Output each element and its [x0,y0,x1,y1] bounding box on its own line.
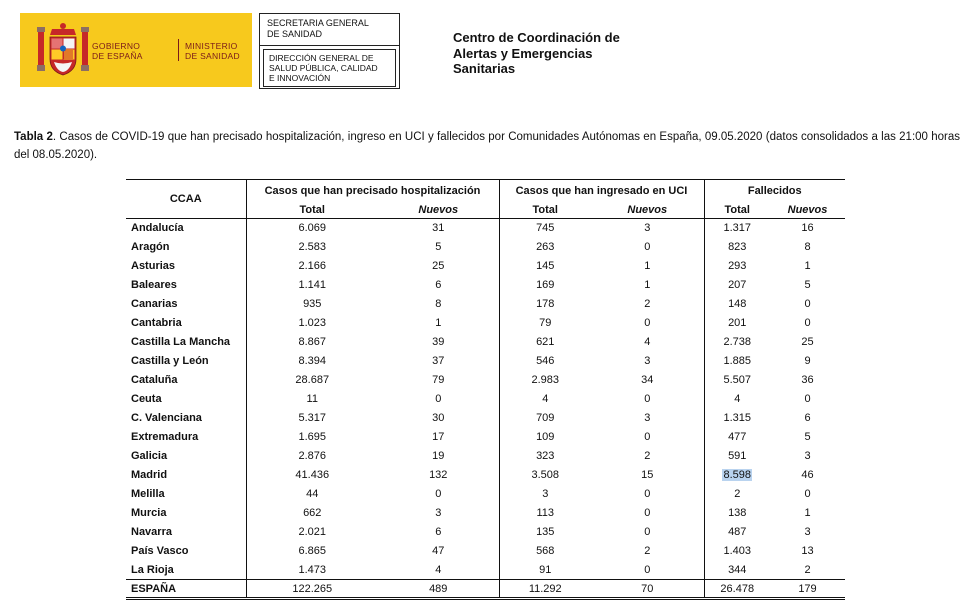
value-cell: 1.473 [298,563,327,576]
value-cell: 8 [378,295,499,314]
value-cell: 6.865 [298,545,327,557]
table-row [126,333,845,352]
value-cell: 9 [804,355,811,367]
ccaa-cell: Castilla La Mancha [126,333,246,352]
ccaa-cell: Ceuta [126,390,246,409]
value-cell: 709 [536,412,555,424]
value-cell: 3 [378,504,499,523]
ccaa-cell: País Vasco [126,542,246,561]
value-cell: 19 [378,447,499,466]
value-cell: 293 [728,260,747,272]
table-body [126,219,845,599]
table-row [126,523,845,542]
table-caption [14,128,960,164]
value-cell: 1.315 [723,412,752,424]
ccaa-cell: Cataluña [126,371,246,390]
header-ccaa: CCAA [126,180,246,219]
value-cell: 39 [378,333,499,352]
value-cell: 3 [591,352,704,371]
table-row [126,371,845,390]
ccaa-cell: Madrid [126,466,246,485]
value-cell: 2.021 [298,526,327,538]
caption-text: . Casos de COVID-19 que han precisado hospitalización, ingreso en UCI y fallecidos por Comunidades Autónomas en España, 09.05.2020 (datos consolidados a las 21:00 horas del 08.05.2020). [14,131,960,161]
value-cell: 11.292 [499,580,591,599]
value-cell: 477 [728,431,747,443]
value-cell: 25 [801,336,814,348]
table-row [126,390,845,409]
value-cell: 489 [378,580,499,599]
value-cell: 0 [591,238,704,257]
value-cell: 2 [734,488,741,500]
secretaria-box [259,13,400,89]
value-cell: 1 [378,314,499,333]
value-cell: 2 [591,447,704,466]
ccaa-cell: Aragón [126,238,246,257]
value-cell: 26.478 [704,580,770,599]
value-cell: 8.867 [298,336,327,348]
value-cell: 2.583 [298,241,327,253]
table-row [126,219,845,238]
value-cell: 44 [306,488,319,500]
table-row [126,561,845,580]
value-cell: 15 [591,466,704,485]
value-cell: 5 [378,238,499,257]
ccaa-cell: Cantabria [126,314,246,333]
table-row [126,295,845,314]
covid-ccaa-table [126,179,845,600]
value-cell: 2.876 [298,450,327,462]
value-cell: 5.317 [298,412,327,424]
table-row [126,466,845,485]
ccaa-cell: ESPAÑA [126,580,246,599]
value-cell: 179 [770,580,845,599]
value-cell: 745 [536,222,555,235]
value-cell: 0 [804,298,811,310]
value-cell: 4 [734,393,741,405]
value-cell: 487 [728,526,747,538]
value-cell: 0 [591,523,704,542]
table-row [126,238,845,257]
value-cell: 5.507 [723,374,752,386]
value-cell: 6.069 [298,222,327,235]
value-cell: 2.166 [298,260,327,272]
value-cell: 109 [536,431,555,443]
value-cell: 0 [378,390,499,409]
value-cell: 135 [536,526,555,538]
value-cell: 16 [801,222,814,235]
value-cell: 145 [536,260,555,272]
value-cell: 344 [728,563,747,576]
value-cell: 8 [804,241,811,253]
value-cell: 1 [804,507,811,519]
value-cell: 79 [378,371,499,390]
table-row [126,428,845,447]
value-cell: 1 [591,276,704,295]
table-row [126,257,845,276]
table-row [126,447,845,466]
value-cell: 34 [591,371,704,390]
value-cell: 0 [378,485,499,504]
table-row [126,542,845,561]
header-fall-total: Total [704,202,770,219]
value-cell: 0 [591,485,704,504]
value-cell: 621 [536,336,555,348]
header-uci: Casos que han ingresado en UCI [499,180,704,202]
value-cell: 2.738 [723,336,752,348]
value-cell: 0 [804,488,811,500]
header-hosp-total: Total [246,202,378,219]
table-row [126,276,845,295]
value-cell: 1.695 [298,431,327,443]
ccaa-cell: Castilla y León [126,352,246,371]
value-cell: 5 [804,431,811,443]
value-cell: 8.394 [298,355,327,367]
value-cell: 5 [804,279,811,291]
value-cell: 591 [728,450,747,462]
value-cell: 2 [591,295,704,314]
value-cell: 0 [591,390,704,409]
value-cell [704,466,770,485]
coat-of-arms-icon [34,21,92,81]
value-cell: 3.508 [531,469,560,481]
value-cell: 1.141 [298,279,327,291]
header-uci-total: Total [499,202,591,219]
value-cell: 3 [804,450,811,462]
value-cell: 132 [378,466,499,485]
value-cell: 546 [536,355,555,367]
value-cell: 6 [378,523,499,542]
value-cell: 2 [804,563,811,576]
ccaa-cell: Canarias [126,295,246,314]
header-fallecidos: Fallecidos [704,180,845,202]
ccaa-cell: La Rioja [126,561,246,580]
table-row [126,352,845,371]
ccaa-cell: Extremadura [126,428,246,447]
value-cell: 1.317 [723,222,752,235]
table-total-row [126,580,845,599]
value-cell: 1 [591,257,704,276]
value-cell: 4 [542,393,549,405]
value-cell: 41.436 [295,469,330,481]
value-cell: 70 [591,580,704,599]
secretaria-label: SECRETARIA GENERAL DE SANIDAD [260,14,399,46]
value-cell: 3 [542,488,549,500]
value-cell: 30 [378,409,499,428]
value-cell: 1.885 [723,355,752,367]
value-cell: 13 [801,545,814,557]
value-cell: 28.687 [295,374,330,386]
ccaa-cell: Asturias [126,257,246,276]
ccaa-cell: Galicia [126,447,246,466]
value-cell: 323 [536,450,555,462]
value-cell: 37 [378,352,499,371]
value-cell: 0 [591,428,704,447]
value-cell: 3 [804,526,811,538]
ccaa-cell: Murcia [126,504,246,523]
value-cell: 138 [728,507,747,519]
header-uci-nuevos: Nuevos [591,202,704,219]
value-cell: 4 [591,333,704,352]
ministerio-text: MINISTERIO DE SANIDAD [185,41,240,61]
header-hosp-nuevos: Nuevos [378,202,499,219]
value-cell: 36 [801,374,814,386]
value-cell: 122.265 [246,580,378,599]
value-cell: 46 [801,469,814,481]
value-cell: 568 [536,545,555,557]
value-cell: 0 [804,393,811,405]
value-cell: 823 [728,241,747,253]
ccaa-cell: Navarra [126,523,246,542]
direccion-label: DIRECCIÓN GENERAL DE SALUD PÚBLICA, CALIDAD E INNOVACIÓN [263,49,396,87]
value-cell: 169 [536,279,555,291]
value-cell: 263 [536,241,555,253]
centro-title: Centro de Coordinación de Alertas y Emergencias Sanitarias [453,30,620,76]
value-cell: 17 [378,428,499,447]
table-row [126,485,845,504]
value-cell: 6 [378,276,499,295]
value-cell: 1.403 [723,545,752,557]
value-cell: 113 [536,507,555,519]
value-cell: 25 [378,257,499,276]
value-cell: 0 [591,504,704,523]
value-cell: 4 [378,561,499,580]
value-cell: 91 [539,563,552,576]
ccaa-cell: Andalucía [126,219,246,238]
value-cell: 3 [591,219,704,238]
table-row [126,409,845,428]
value-cell: 2 [591,542,704,561]
value-cell: 2.983 [531,374,560,386]
value-cell: 31 [378,219,499,238]
ccaa-cell: Baleares [126,276,246,295]
value-cell: 11 [306,393,318,405]
caption-label: Tabla 2 [14,131,53,143]
value-cell: 0 [591,314,704,333]
table-row [126,504,845,523]
value-cell: 79 [539,317,552,329]
value-cell: 201 [728,317,747,329]
value-cell: 47 [378,542,499,561]
value-cell: 0 [591,561,704,580]
value-cell: 662 [303,507,322,519]
header-fall-nuevos: Nuevos [770,202,845,219]
gobierno-ministerio-logo [20,13,252,87]
value-cell: 3 [591,409,704,428]
logo-divider [178,39,179,61]
value-cell: 1 [804,260,811,272]
header-hospitalizacion: Casos que han precisado hospitalización [246,180,499,202]
value-cell: 178 [536,298,555,310]
value-cell: 6 [804,412,811,424]
value-cell: 935 [303,298,322,310]
value-cell: 0 [804,317,811,329]
gobierno-text: GOBIERNO DE ESPAÑA [92,41,143,61]
ccaa-cell: Melilla [126,485,246,504]
value-cell: 148 [728,298,747,310]
value-cell: 1.023 [298,317,327,329]
value-cell: 207 [728,279,747,291]
ccaa-cell: C. Valenciana [126,409,246,428]
selected-text-highlight: 8.598 [723,469,752,481]
table-row [126,314,845,333]
